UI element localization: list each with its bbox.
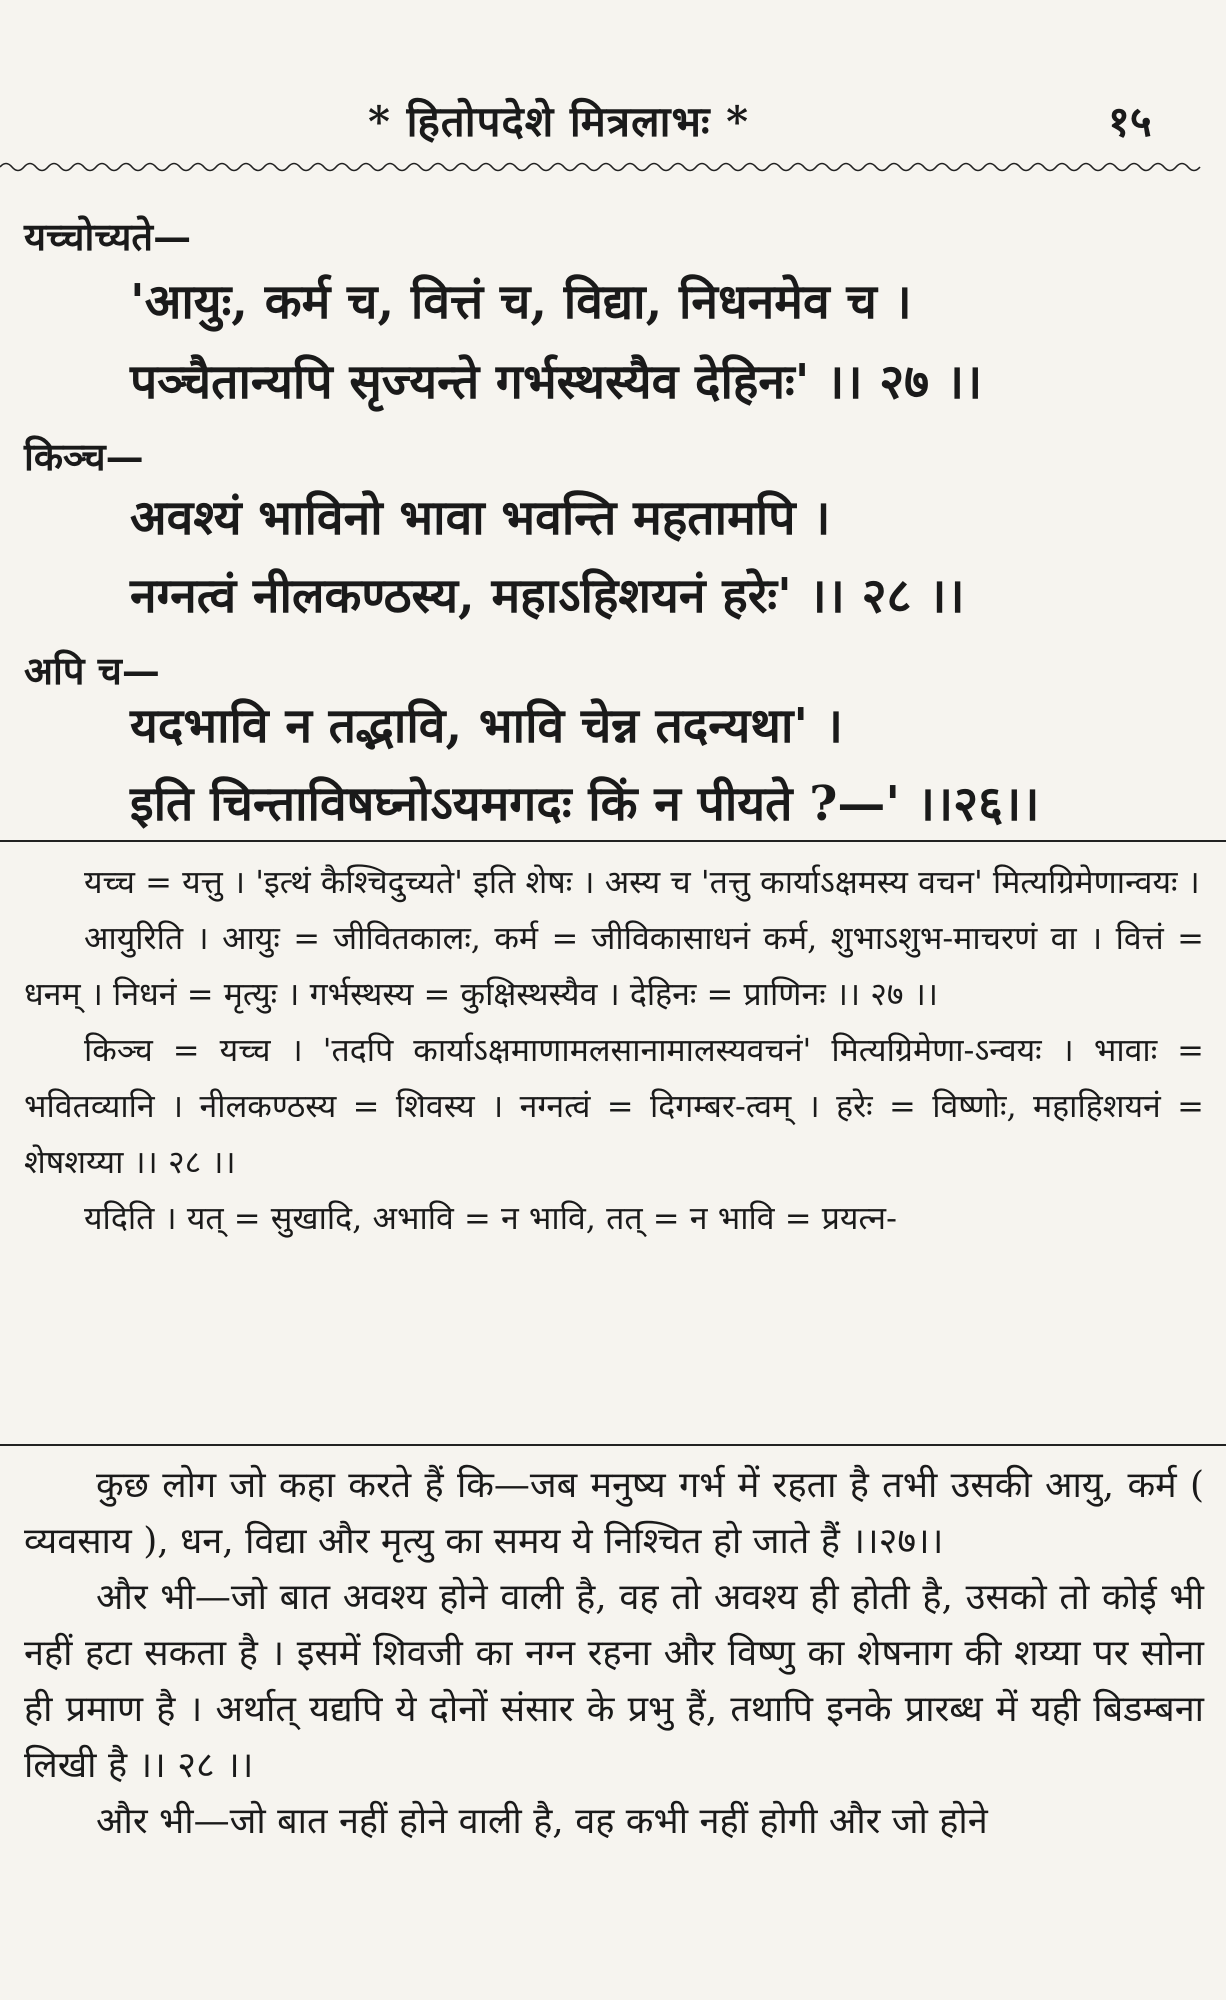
page-header bbox=[0, 92, 1226, 152]
verse-lead: यच्चोच्यते— bbox=[24, 214, 192, 259]
section-divider bbox=[0, 840, 1226, 842]
translation-paragraph: और भी—जो बात नहीं होने वाली है, वह कभी नहीं होगी और जो होने bbox=[96, 1801, 988, 1842]
verse-line: इति चिन्ताविषघ्नोऽयमगदः किं न पीयते ?—' ।।२६।। bbox=[130, 776, 1040, 832]
verse-line: यदभावि न तद्भावि, भावि चेन्न तदन्यथा' । bbox=[130, 698, 844, 754]
running-title: * हितोपदेशे मित्रलाभः * bbox=[368, 97, 750, 146]
hindi-translation bbox=[24, 1458, 1204, 1850]
sanskrit-commentary bbox=[24, 854, 1204, 1246]
verse-line: नग्नत्वं नीलकण्ठस्य, महाऽहिशयनं हरेः' ।। २८ ।। bbox=[130, 568, 965, 624]
commentary-paragraph: आयुरिति । आयुः = जीवितकालः, कर्म = जीविकासाधनं कर्म, शुभाऽशुभ-माचरणं वा । वित्तं = धनम् । निधनं = मृत्युः । गर्भस्थस्य = कुक्षिस्थस्यैव । देहिनः = प्राणिनः ।। २७ ।। bbox=[24, 919, 1204, 1013]
verse-line: अवश्यं भाविनो भावा भवन्ति महतामपि । bbox=[130, 490, 831, 546]
wavy-divider bbox=[0, 160, 1226, 174]
page-number: १५ bbox=[1108, 97, 1152, 146]
verse-line: 'आयुः, कर्म च, वित्तं च, विद्या, निधनमेव च । bbox=[130, 274, 912, 330]
commentary-paragraph: यच्च = यत्तु । 'इत्थं कैश्चिदुच्यते' इति शेषः । अस्य च 'तत्तु कार्याऽक्षमस्य वचन' मित्यग्रिमेणान्वयः । bbox=[84, 863, 1200, 901]
commentary-paragraph: किञ्च = यच्च । 'तदपि कार्याऽक्षमाणामलसानामालस्यवचनं' मित्यग्रिमेणा-ऽन्वयः । भावाः = भवितव्यानि । नीलकण्ठस्य = शिवस्य । नग्नत्वं = दिगम्बर-त्वम् । हरेः = विष्णोः, महाहिशयनं = शेषशय्या ।। २८ ।। bbox=[24, 1031, 1204, 1181]
commentary-paragraph: यदिति । यत् = सुखादि, अभावि = न भावि, तत् = न भावि = प्रयत्न- bbox=[84, 1199, 897, 1237]
translation-paragraph: और भी—जो बात अवश्य होने वाली है, वह तो अवश्य ही होती है, उसको तो कोई भी नहीं हटा सकता है । इसमें शिवजी का नग्न रहना और विष्णु का शेषनाग की शय्या पर सोना ही प्रमाण है । अर्थात् यद्यपि ये दोनों संसार के प्रभु हैं, तथापि इनके प्रारब्ध में यही बिडम्बना लिखी है ।। २८ ।। bbox=[24, 1577, 1204, 1786]
verse-line: पञ्चैतान्यपि सृज्यन्ते गर्भस्थस्यैव देहिनः' ।। २७ ।। bbox=[130, 354, 983, 410]
translation-paragraph: कुछ लोग जो कहा करते हैं कि—जब मनुष्य गर्भ में रहता है तभी उसकी आयु, कर्म ( व्यवसाय ), धन, विद्या और मृत्यु का समय ये निश्चित हो जाते हैं ।।२७।। bbox=[24, 1465, 1204, 1562]
verse-lead: किञ्च— bbox=[24, 434, 144, 479]
section-divider bbox=[0, 1444, 1226, 1446]
verse-lead: अपि च— bbox=[24, 648, 160, 693]
